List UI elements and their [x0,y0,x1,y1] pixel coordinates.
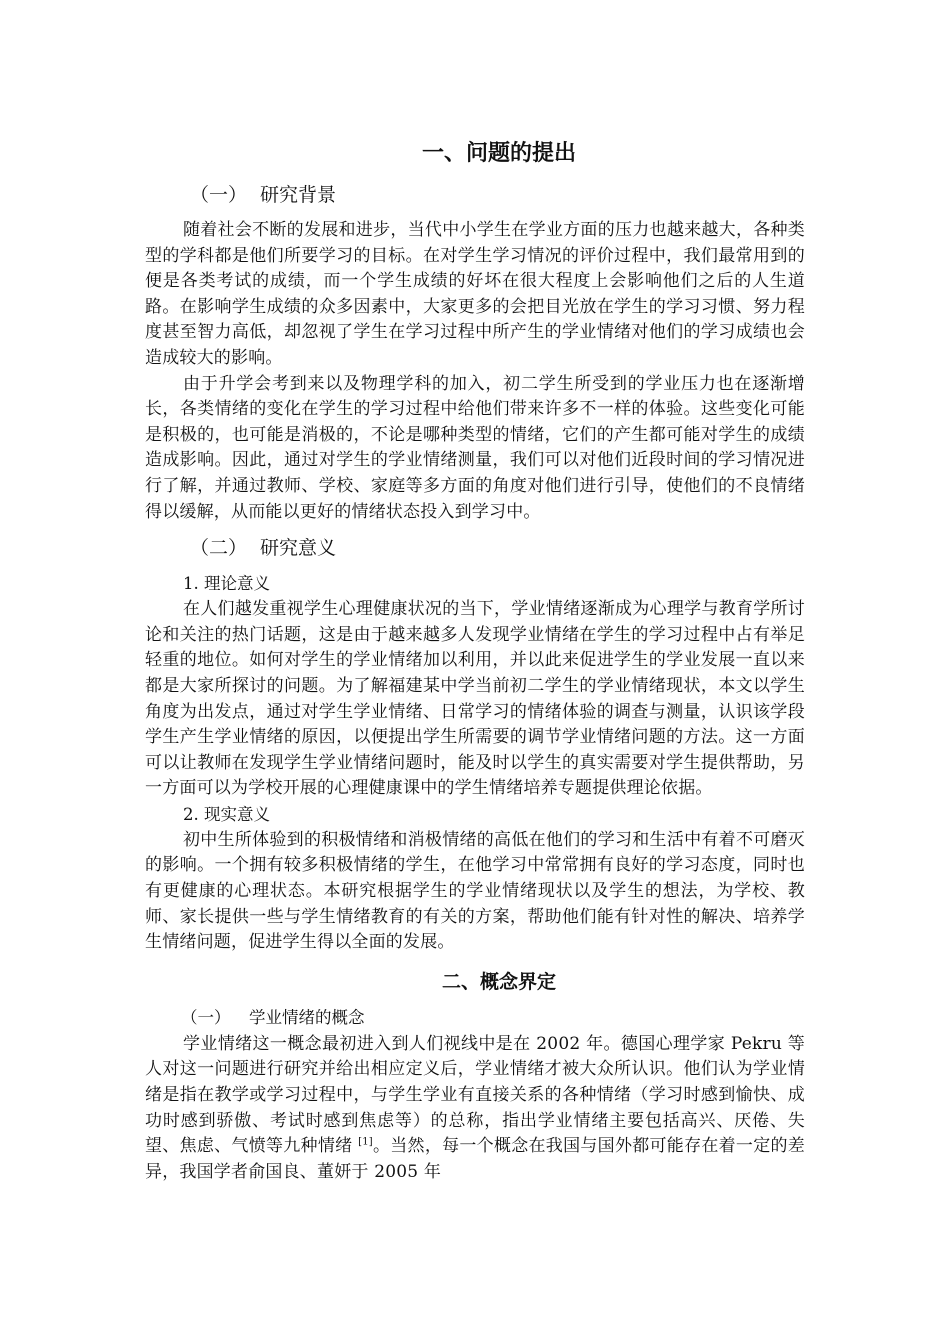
subsection-number: （一） [181,1007,231,1027]
subsection-number: （二） [190,537,248,560]
section-heading-1: 一、问题的提出 [421,141,576,166]
subsection-heading-concept [181,1004,805,1032]
subsection-title: 学业情绪的概念 [249,1007,365,1027]
paragraph-concept [145,1032,805,1186]
page-content [145,130,805,1185]
paragraph-theoretical: 在人们越发重视学生心理健康状况的当下，学业情绪逐渐成为心理学与教育学所讨论和关注的热门话题，这是由于越来越多人发现学业情绪在学生的学习过程中占有举足轻重的地位。如何对学生的学业情绪加以利用，并以此来促进学生的学业发展一直以来都是大家所探讨的问题。为了解福建某中学当前初二学生的学业情绪现状，本文以学生角度为出发点，通过对学生学业情绪、日常学习的情绪体验的调查与测量，认识该学段学生产生学业情绪的原因，以便提出学生所需要的调节学业情绪问题的方法。这一方面可以让教师在发现学生学业情绪问题时，能及时以学生的真实需要对学生提供帮助，另一方面可以为学校开展的心理健康课中的学生情绪培养专题提供理论依据。 [145,599,805,799]
paragraph-practical: 初中生所体验到的积极情绪和消极情绪的高低在他们的学习和生活中有着不可磨灭的影响。一个拥有较多积极情绪的学生，在他学习中常常拥有良好的学习态度，同时也有更健康的心理状态。本研究根据学生的学业情绪现状以及学生的想法，为学校、教师、家长提供一些与学生情绪教育的有关的方案，帮助他们能有针对性的解决、培养学生情绪问题，促进学生得以全面的发展。 [145,829,805,953]
paragraph-text: 学业情绪这一概念最初进入到人们视线中是在 2002 年。德国心理学家 Pekru 等人对这一问题进行研究并给出相应定义后，学业情绪才被大众所认识。他们认为学业情绪是指在教学或学习过程中，与学生学业有直接关系的各种情绪（学习时感到愉快、成功时感到骄傲、考试时感到焦虑等）的总称，指出学业情绪主要包括高兴、厌倦、失望、焦虑、气愤等九种情绪 [145,1033,805,1157]
paragraph-background-2: 由于升学会考到来以及物理学科的加入，初二学生所受到的学业压力也在逐渐增长，各类情绪的变化在学生的学习过程中给他们带来许多不一样的体验。这些变化可能是积极的，也可能是消极的，不论是哪种类型的情绪，它们的产生都可能对学生的成绩造成影响。因此，通过对学生的学业情绪测量，我们可以对他们近段时间的学习情况进行了解，并通过教师、学校、家庭等多方面的角度对他们进行引导，使他们的不良情绪得以缓解，从而能以更好的情绪状态投入到学习中。 [145,373,805,522]
subsection-title: 研究背景 [260,184,337,206]
section-heading-2: 二、概念界定 [441,970,556,993]
paragraph-text: 。当然，每一个概念在我国与国外都可能存在着一定的差异，我国学者俞国良、董妍于 2005 年 [145,1136,805,1182]
paragraph-background-1: 随着社会不断的发展和进步，当代中小学生在学业方面的压力也越来越大，各种类型的学科都是他们所要学习的目标。在对学生学习情况的评价过程中，我们最常用到的便是各类考试的成绩，而一个学生成绩的好坏在很大程度上会影响他们之后的人生道路。在影响学生成绩的众多因素中，大家更多的会把目光放在学生的学习习惯、努力程度甚至智力高低，却忽视了学生在学习过程中所产生的学业情绪对他们的学习成绩也会造成较大的影响。 [145,220,805,368]
item-heading-practical: 2. 现实意义 [183,804,270,824]
citation-reference[interactable]: [1] [358,1136,373,1148]
subsection-title: 研究意义 [260,537,337,560]
subsection-heading-background [190,178,805,212]
subsection-heading-significance [190,531,805,565]
item-heading-theoretical: 1. 理论意义 [183,574,270,594]
subsection-number: （一） [190,184,248,206]
